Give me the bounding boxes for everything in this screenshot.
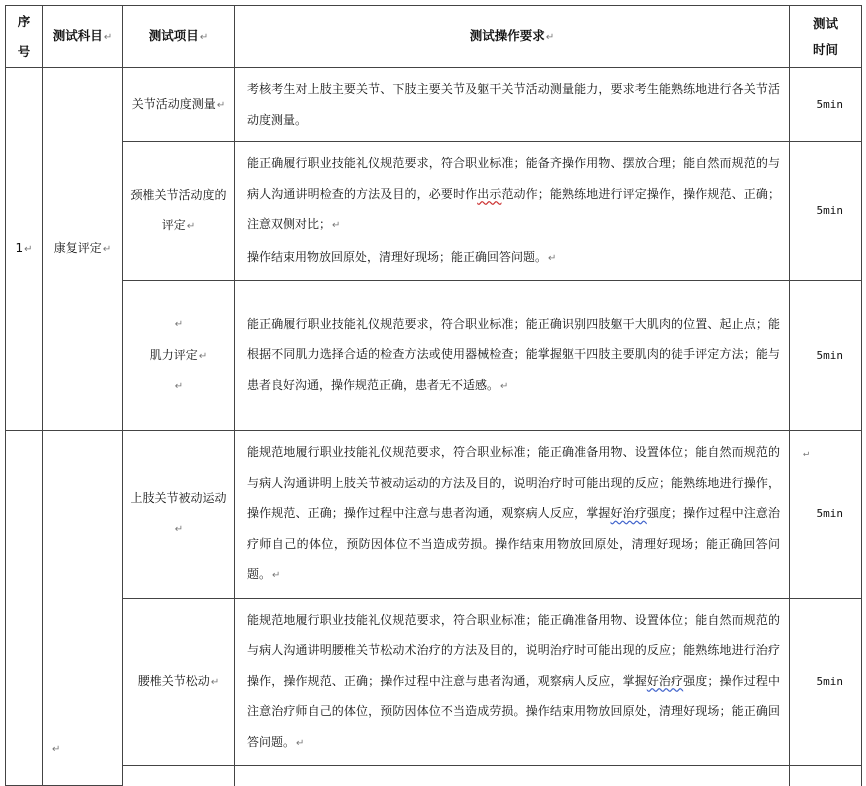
subject-cell: ↵	[43, 431, 123, 786]
header-subject: 测试科目↵	[43, 6, 123, 68]
time-cell: 5min	[790, 68, 862, 142]
requirements-cell	[235, 766, 790, 786]
requirements-cell: 能规范地履行职业技能礼仪规范要求，符合职业标准；能正确准备用物、设置体位；能自然而规范的与病人沟通讲明腰椎关节松动术治疗的方法及目的，说明治疗时可能出现的反应；能熟练地进行治疗操作，操作规范、正确；操作过程中注意与患者沟通，观察病人反应，掌握好治疗强度；操作过程中注意治疗师自己的体位，预防因体位不当造成劳损。操作结束用物放回原处，清理好现场；能正确回答问题。↵	[235, 598, 790, 766]
item-cell	[123, 766, 235, 786]
time-cell: 5min	[790, 281, 862, 431]
item-cell: 关节活动度测量↵	[123, 68, 235, 142]
time-cell: ↵ 5min	[790, 431, 862, 599]
time-cell: 5min	[790, 142, 862, 281]
table-row	[6, 766, 862, 786]
test-requirements-table	[5, 5, 862, 786]
seq-cell	[6, 431, 43, 786]
table-row	[6, 68, 862, 142]
time-cell: 5min	[790, 598, 862, 766]
subject-cell: 康复评定↵	[43, 68, 123, 431]
table-row	[6, 142, 862, 281]
table-header-row	[6, 6, 862, 68]
table-row	[6, 431, 862, 599]
header-time: 测试时间	[790, 6, 862, 68]
time-cell	[790, 766, 862, 786]
requirements-cell: 能正确履行职业技能礼仪规范要求，符合职业标准；能备齐操作用物、摆放合理；能自然而规范的与病人沟通讲明检查的方法及目的，必要时作出示范动作；能熟练地进行评定操作，操作规范、正确；注意双侧对比；↵ 操作结束用物放回原处，清理好现场；能正确回答问题。↵	[235, 142, 790, 281]
item-cell: 腰椎关节松动↵	[123, 598, 235, 766]
item-cell: ↵ 肌力评定↵ ↵	[123, 281, 235, 431]
header-item: 测试项目↵	[123, 6, 235, 68]
seq-cell: 1↵	[6, 68, 43, 431]
item-cell: 上肢关节被动运动↵	[123, 431, 235, 599]
requirements-cell: 能规范地履行职业技能礼仪规范要求，符合职业标准；能正确准备用物、设置体位；能自然而规范的与病人沟通讲明上肢关节被动运动的方法及目的，说明治疗时可能出现的反应；能熟练地进行操作，操作规范、正确；操作过程中注意与患者沟通，观察病人反应，掌握好治疗强度；操作过程中注意治疗师自己的体位，预防因体位不当造成劳损。操作结束用物放回原处，清理好现场；能正确回答问题。↵	[235, 431, 790, 599]
table-row	[6, 598, 862, 766]
requirements-cell: 考核考生对上肢主要关节、下肢主要关节及躯干关节活动测量能力，要求考生能熟练地进行各关节活动度测量。	[235, 68, 790, 142]
table-row	[6, 281, 862, 431]
item-cell: 颈椎关节活动度的评定↵	[123, 142, 235, 281]
requirements-cell: 能正确履行职业技能礼仪规范要求，符合职业标准；能正确识别四肢躯干大肌肉的位置、起止点；能根据不同肌力选择合适的检查方法或使用器械检查；能掌握躯干四肢主要肌肉的徒手评定方法；能与患者良好沟通，操作规范正确，患者无不适感。↵	[235, 281, 790, 431]
header-seq: 序号	[6, 6, 43, 68]
header-requirements: 测试操作要求↵	[235, 6, 790, 68]
